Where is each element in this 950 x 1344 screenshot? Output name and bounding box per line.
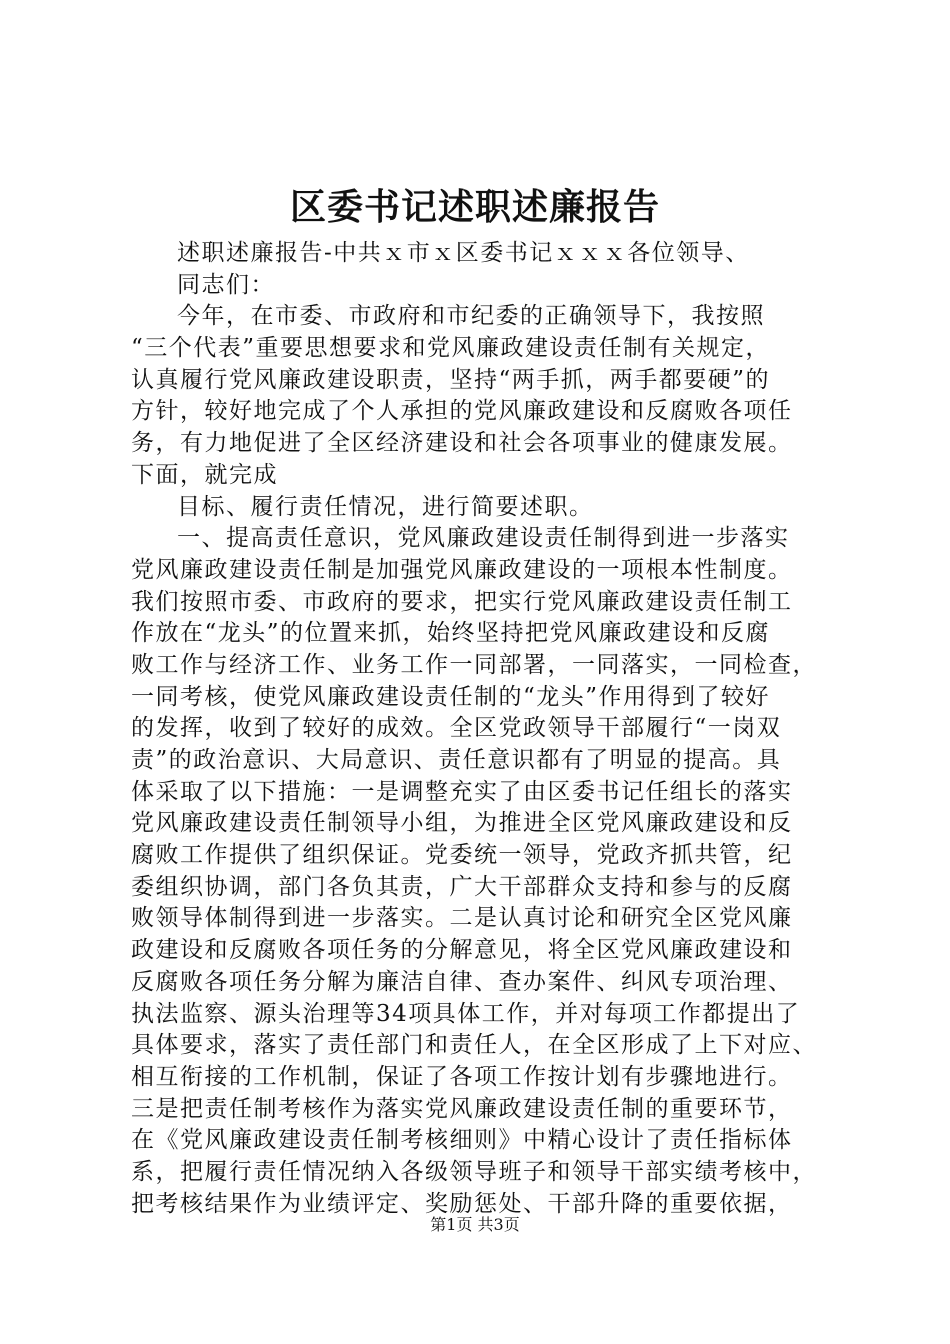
page-footer: 第1页 共3页	[430, 1215, 520, 1234]
body-line: 一、提高责任意识，党风廉政建设责任制得到进一步落实	[177, 525, 790, 552]
body-line: 同志们：	[177, 271, 275, 298]
body-line: 方针，较好地完成了个人承担的党风廉政建设和反腐败各项任	[131, 398, 793, 425]
body-line: 反腐败各项任务分解为廉洁自律、查办案件、纠风专项治理、	[131, 968, 793, 995]
body-line: 党风廉政建设责任制是加强党风廉政建设的一项根本性制度。	[131, 556, 793, 583]
body-line: 的发挥，收到了较好的成效。全区党政领导干部履行“一岗双	[131, 715, 782, 742]
body-line: 今年，在市委、市政府和市纪委的正确领导下，我按照	[177, 303, 765, 330]
body-line: 委组织协调，部门各负其责，广大干部群众支持和参与的反腐	[131, 873, 793, 900]
body-line: 执法监察、源头治理等34项具体工作，并对每项工作都提出了	[131, 1000, 801, 1027]
body-line: 把考核结果作为业绩评定、奖励惩处、干部升降的重要依据，	[131, 1190, 793, 1217]
body-line: 败领导体制得到进一步落实。二是认真讨论和研究全区党风廉	[131, 905, 793, 932]
document-body	[131, 238, 821, 1220]
body-line: 我们按照市委、市政府的要求，把实行党风廉政建设责任制工	[131, 588, 793, 615]
body-line: 下面，就完成	[131, 461, 278, 488]
body-line: 务，有力地促进了全区经济建设和社会各项事业的健康发展。	[131, 430, 793, 457]
body-line: 相互衔接的工作机制，保证了各项工作按计划有步骤地进行。	[131, 1063, 793, 1090]
body-line: “三个代表”重要思想要求和党风廉政建设责任制有关规定，	[131, 335, 771, 362]
body-line: 具体要求，落实了责任部门和责任人，在全区形成了上下对应、	[131, 1032, 817, 1059]
body-line: 述职述廉报告-中共ｘ市ｘ区委书记ｘｘｘ各位领导、	[177, 240, 750, 266]
body-line: 责”的政治意识、大局意识、责任意识都有了明显的提高。具	[131, 747, 782, 773]
body-line: 在《党风廉政建设责任制考核细则》中精心设计了责任指标体	[131, 1127, 793, 1154]
body-line: 一同考核，使党风廉政建设责任制的“龙头”作用得到了较好	[131, 683, 771, 710]
body-line: 党风廉政建设责任制领导小组，为推进全区党风廉政建设和反	[131, 810, 793, 837]
body-line: 认真履行党风廉政建设职责，坚持“两手抓，两手都要硬”的	[131, 366, 771, 393]
body-line: 三是把责任制考核作为落实党风廉政建设责任制的重要环节，	[131, 1095, 793, 1122]
body-line: 目标、履行责任情况，进行简要述职。	[177, 493, 594, 520]
body-line: 败工作与经济工作、业务工作一同部署，一同落实，一同检查，	[131, 651, 817, 678]
body-line: 政建设和反腐败各项任务的分解意见，将全区党风廉政建设和	[131, 937, 793, 964]
body-line: 系，把履行责任情况纳入各级领导班子和领导干部实绩考核中，	[131, 1158, 817, 1185]
body-line: 作放在“龙头”的位置来抓，始终坚持把党风廉政建设和反腐	[131, 620, 771, 647]
document-title: 区委书记述职述廉报告	[289, 187, 660, 228]
body-line: 腐败工作提供了组织保证。党委统一领导，党政齐抓共管，纪	[131, 842, 793, 869]
body-line: 体采取了以下措施：一是调整充实了由区委书记任组长的落实	[131, 778, 793, 805]
